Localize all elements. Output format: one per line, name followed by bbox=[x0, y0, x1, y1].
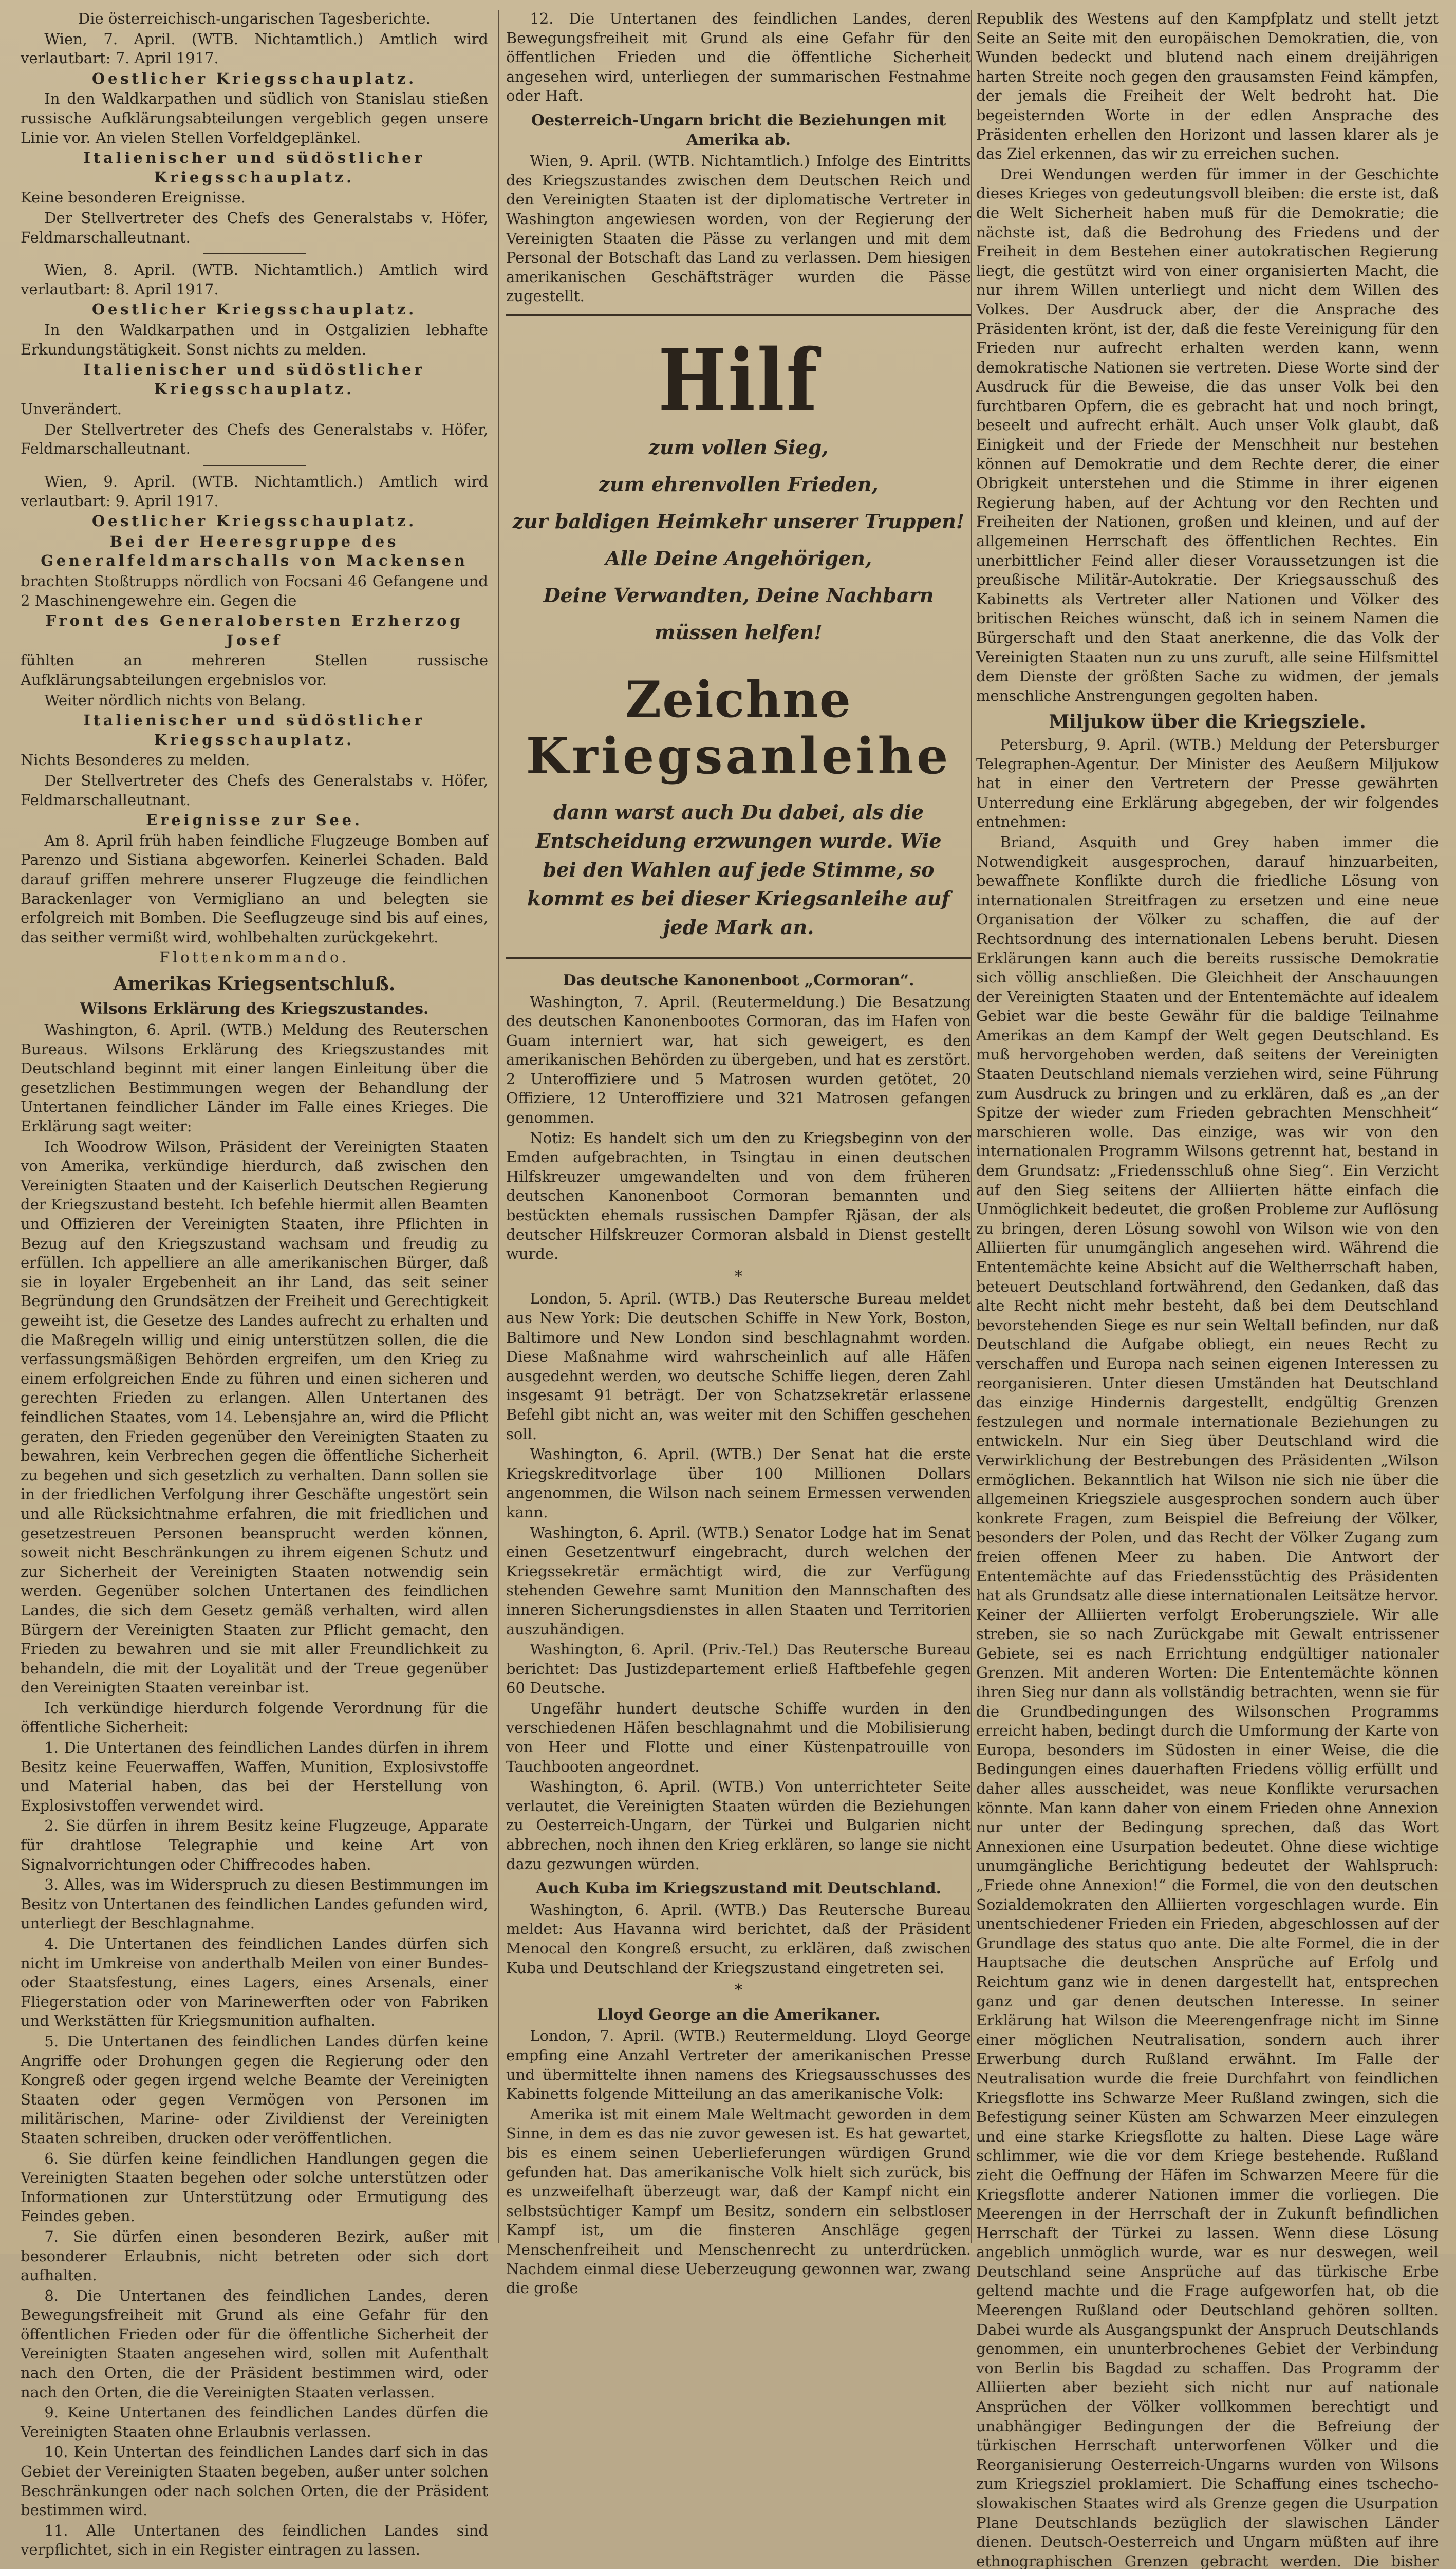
ad-kriegsanleihe: Kriegsanleihe bbox=[526, 727, 951, 785]
article-subtitle: Wilsons Erklärung des Kriegszustandes. bbox=[80, 999, 429, 1018]
article-text: Amerika ist mit einem Male Weltmacht geworden in dem Sinne, in dem es das nie zuvor gewesen ist. Es hat gewartet, bis es einem seinen Ueberlieferungen würdigen Grund gefunden hat. Das amerikanische Volk hielt sich zurück, bis es unzweifelhaft überzeugt war, daß der Kampf nicht ein selbstsüchtiger Kampf um Besitz, sondern ein selbstloser Kampf ist, um die finsteren Anschläge gegen Menschenfreiheit und Menschenrecht zu unterdrücken. Nachdem einmal diese Ueberzeugung gewonnen war, zwang die große bbox=[506, 2105, 971, 2297]
sea-heading: Ereignisse zur See. bbox=[146, 811, 363, 829]
article-title: Lloyd George an die Amerikaner. bbox=[596, 2005, 881, 2024]
article-text: Briand, Asquith und Grey haben immer die Notwendigkeit ausgesprochen, darauf hinzuarbeiten, bewaffnete Konflikte durch die friedliche Lösung von internationalen Streitfragen zu ersetzen und eine neue Organisation der Völker zu schaffen, die auf der Rechtsordnung des internationalen Lebens beruht. Diesen Erklärungen kann auch die bereits russische Demokratie sich völlig anschließen. Die Gleichheit der Anschauungen der Vereinigten Staaten und der Ententemächte auf idealem Gebiet war die beste Gewähr für die baldige Teilnahme Amerikas an dem Kampf der Welt gegen Deutschland. Es muß hervorgehoben werden, daß seitens der Vereinigten Staaten Deutschland niemals verziehen wird, seine Führung zum Ausdruck zu bringen und zu erklären, daß es „an der Spitze der wieder zum Frieden gebrachten Menschheit“ marschieren wolle. Das einzige, was wir von den internationalen Programm Wilsons getrennt hat, bestand in dem Grundsatz: „Friedensschluß ohne Sieg“. Ein Verzicht auf den Sieg seitens der Alliierten hätte einfach die Unmöglichkeit bedeutet, die großen Probleme zur Auflösung zu bringen, deren Lösung sowohl von Wilson wie von den Alliierten für unumgänglich angesehen wird. Während die Ententemächte keine Absicht auf die Weltherrschaft haben, beteuert Deutschland fortwährend, den Gedanken, daß das alte Recht nicht mehr besteht, daß bei dem Deutschland bevorstehenden Siege es nur sein Weltall befinden, nur daß Deutschland die Aufgabe obliegt, ein neues Recht zu verschaffen und Europa nach seinen eigenen Interessen zu reorganisieren. Unter diesen Umständen hat Deutschland das einzige Hindernis dargestellt, endgültig Grenzen festzulegen und normale internationale Beziehungen zu entwickeln. Nur ein Sieg über Deutschland wird die Verwirklichung der Bestrebungen des Präsidenten „Wilson ermöglichen. Bekanntlich hat Wilson nie sich nie über die allgemeinen Kriegsziele ausgesprochen sondern auch über konkrete Fragen, zum Beispiel die Befreiung der Völker, besonders der Polen, und das Recht der Völker Zugang zum freien offenen Meer zu haben. Die Antwort der Ententemächte auf das Friedensstüchtig des Präsidenten hat als Grundsatz alle diese internationalen Leitsätze hervor. Keiner der Alliierten verfolgt Eroberungsziele. Wir alle streben, sie so nach Zurückgabe mit Gewalt entrissener Gebiete, sei es nach Errichtung endgültiger nationaler Grenzen. Mit anderen Worten: Die Ententemächte können ihren Sieg nur dann als vollständig betrachten, wenn sie für die Grundbedingungen des Wilsonschen Programms erreicht haben, bedingt durch die Umformung der Karte von Europa, besonders im Südosten in einer Weise, die die Bedingungen eines dauerhaften Friedens völlig erfüllt und daher alles ausscheidet, was neue Konflikte verursachen könnte. Man kann daher von einem Frieden ohne Annexion nur unter der Bedingung sprechen, daß das Wort Annexionen eine Usurpation bedeutet. Ohne diese wichtige unumgängliche Berichtigung bedeutet der Wahlspruch: „Friede ohne Annexion!“ die Formel, die von den deutschen Sozialdemokraten den Alliierten vorgeschlagen wurde. Ein unentschiedener Frieden ein Frieden, abgeschlossen auf der Grundlage des status quo ante. Die alte Formel, die in der Hauptsache die deutschen Ansprüche auf Erfolg und Reichtum ganz wie in denen dargestellt hat, entsprechen ganz und gar denen deutschen Interesse. In seiner Erklärung hat Wilson die Meerengenfrage nicht im Sinne einer möglichen Neutralisation, sondern auch ihrer Erwerbung durch Rußland erwähnt. Im Falle der Neutralisation wurde die freie Durchfahrt von feindlichen Kriegsflotte ins Schwarze Meer Rußland zwingen, sich die Befestigung seiner Küsten am Schwarzen Meer einzulegen und eine starke Kriegsflotte zu halten. Diese Lage wäre schlimmer, wie die vor dem Kriege bestehende. Rußland zieht die Oeffnung der Häfen im Schwarzen Meere für die Kriegsflotte anderer Nationen immer die vorliegen. Die Meerengen in der Herrschaft der in Zukunft befindlichen Herrschaft der Türkei zu lassen. Wenn diese Lösung angeblich unmöglich wurde, war es nur deswegen, weil Deutschland seine Ansprüche auf das türkische Erbe geltend machte und die Frage aufgeworfen hat, ob die Meerengen Rußland oder Deutschland gehören sollten. Dabei wurde als Ausgangspunkt der Anspruch Deutschlands genommen, ein ununterbrochenes Gebiet der Verbindung von Berlin bis Bagdad zu schaffen. Das Programm der Alliierten aber bezieht sich nicht nur auf nationale Ansprüchen der Völker vollkommen berechtigt und unabhängiger Bedingungen der die Befreiung der türkischen Herrschaft unterworfenen Völker und die Reorganisierung Oesterreich-Ungarns wurden von Wilsons zum Kriegsziel proklamiert. Die Schaffung eines tschecho-slowakischen Staates wird als Grenze gegen die Usurpation Plane Deutschlands bezüglich der slawischen Länder dienen. Deutsch-Oesterreich und Ungarn müßten auf ihre ethnographischen Grenzen gebracht werden. Die bisher bbox=[976, 833, 1439, 2569]
ad-body: dann warst auch Du dabei, als die Entscheidung erzwungen wurde. Wie bei den Wahlen auf jede Stimme, so kommt es bei dieser Kriegsanleihe auf jede Mark an. bbox=[527, 800, 950, 939]
signature: Der Stellvertreter des Chefs des Generalstabs v. Höfer, Feldmarschalleutnant. bbox=[21, 420, 488, 458]
article-text: Washington, 7. April. (Reutermeldung.) Die Besatzung des deutschen Kanonenbootes Cormoran, das im Hafen von Guam interniert war, hat sich geweigert, es den amerikanischen Behörden zu übergeben, und hat es zerstört. 2 Unteroffiziere und 5 Matrosen wurden getötet, 20 Offiziere, 12 Unteroffiziere und 321 Matrosen gefangen genommen. bbox=[506, 993, 971, 1127]
article-text: Wien, 9. April. (WTB. Nichtamtlich.) Infolge des Eintritts des Kriegszustandes zwischen dem Deutschen Reich und den Vereinigten Staaten ist der diplomatische Vertreter in Washington angewiesen worden, von der Regierung der Vereinigten Staaten die Pässe zu verlangen und mit dem Personal der Botschaft das Land zu verlassen. Dem hiesigen amerikanischen Geschäftsträger wurden die Pässe zugestellt. bbox=[506, 152, 971, 305]
report-text: Keine besonderen Ereignisse. bbox=[21, 189, 246, 207]
army-group: Bei der Heeresgruppe des Generalfeldmarschalls von Mackensen bbox=[41, 532, 468, 570]
article-text: Drei Wendungen werden für immer in der Geschichte dieses Krieges von gedeutungsvoll bleiben: die erste ist, daß die Welt Sicherheit haben muß für die Demokratie; die nächste ist, daß die Bedrohung des Friedens und der Freiheit in dem Bestehen einer autokratischen Regierung liegt, die gestützt wird von einer organisierten Macht, die nur ihrem Willen unterliegt und nicht dem Willen des Volkes. Der Ausdruck aber, der die Ansprache des Präsidenten krönt, ist der, daß die feste Vereinigung für den Frieden nur aufrecht erhalten werden kann, wenn demokratische Nationen sie vertreten. Diese Worte sind der Ausdruck für die Beweise, die das unser Volk bei den furchtbaren Opfern, die es gebracht hat und noch bringt, beseelt und aufrecht erhält. Auch unser Volk glaubt, daß Einigkeit und der Friede der Menschheit nur bestehen können auf Demokratie und dem Rechte derer, die einer Obrigkeit unterstehen und die Stimme in ihrer eigenen Regierung haben, auf der Achtung vor den Rechten und Freiheiten der Nationen, großen und kleinen, und auf der allgemeinen Herrschaft des öffentlichen Rechtes. Ein unerbittlicher Feind aller dieser Voraussetzungen ist die preußische Militär-Autokratie. Der Kriegsausschuß des Kabinetts als Vertreter aller Nationen und Völker des britischen Reiches wünscht, daß ich in seinem Namen die Bürgerschaft und den Staat anerkenne, die das Volk der Vereinigten Staaten nun zu uns zuruft, alle seine Hilfsmittel dem Dienste der größten Sache zu widmen, der jemals menschliche Anstrengungen gegolten haben. bbox=[976, 165, 1439, 704]
column-1 bbox=[21, 9, 493, 2559]
article-title: Das deutsche Kanonenboot „Cormoran“. bbox=[563, 971, 914, 990]
army-front: Front des Generalobersten Erzherzog Josef bbox=[45, 612, 463, 649]
report-dateline: Wien, 9. April. (WTB. Nichtamtlich.) Amtlich wird verlautbart: 9. April 1917. bbox=[21, 473, 488, 510]
report-text: In den Waldkarpathen und in Ostgalizien lebhafte Erkundungstätigkeit. Sonst nichts zu melden. bbox=[21, 321, 488, 358]
decree-item: 12. Die Untertanen des feindlichen Landes, deren Bewegungsfreiheit mit Grund als eine Gefahr für den öffentlichen Frieden und die öffentliche Sicherheit angesehen wird, unterliegen der summarischen Festnahme oder Haft. bbox=[506, 10, 971, 105]
article-text: Washington, 6. April. (WTB.) Das Reutersche Bureau meldet: Aus Havanna wird berichtet, daß der Präsident Menocal den Kongreß ersucht, zu erklären, daß zwischen Kuba und Deutschland der Kriegszustand eingetreten sei. bbox=[506, 1901, 971, 1977]
article-text: Washington, 6. April. (Priv.-Tel.) Das Reutersche Bureau berichtet: Das Justizdepartement erließ Haftbefehle gegen 60 Deutsche. bbox=[506, 1641, 971, 1697]
article-title: Miljukow über die Kriegsziele. bbox=[1049, 711, 1366, 733]
signature: Der Stellvertreter des Chefs des Generalstabs v. Höfer, Feldmarschalleutnant. bbox=[21, 209, 488, 246]
theater-heading: Oestlicher Kriegsschauplatz. bbox=[92, 69, 417, 87]
theater-heading: Italienischer und südöstlicher Kriegsschauplatz. bbox=[83, 361, 425, 398]
star-separator: * bbox=[735, 1267, 742, 1286]
decree-item: 9. Keine Untertanen des feindlichen Landes dürfen die Vereinigten Staaten ohne Erlaubnis verlassen. bbox=[21, 2404, 488, 2441]
star-separator: * bbox=[735, 1981, 742, 2000]
report-text: Unverändert. bbox=[21, 400, 122, 418]
section-header: Die österreichisch-ungarischen Tagesberichte. bbox=[78, 10, 431, 27]
report-text: brachten Stoßtrupps nördlich von Focsani 46 Gefangene und 2 Maschinengewehre ein. Gegen die bbox=[21, 572, 488, 609]
fleet-command: Flottenkommando. bbox=[159, 948, 349, 966]
column-rule bbox=[498, 10, 499, 2243]
report-text: Nichts Besonderes zu melden. bbox=[21, 751, 250, 769]
decree-item: 8. Die Untertanen des feindlichen Landes, deren Bewegungsfreiheit mit Grund als eine Gefahr für den öffentlichen Frieden oder für die öffentliche Sicherheit der Vereinigten Staaten angesehen wird, sollen mit Aufenthalt nach den Orten, die der Präsident bestimmen wird, oder nach den Orten, die die Vereinigten Staaten verlassen. bbox=[21, 2286, 488, 2401]
decree-item: 4. Die Untertanen des feindlichen Landes dürfen sich nicht im Umkreise von anderthalb Meilen von einer Bundes- oder Staatsfestung, eines Lagers, eines Arsenals, einer Fliegerstation oder von Marinewerften oder von Fabriken und Werkstätten für Kriegsmunition aufhalten. bbox=[21, 1935, 488, 2030]
ad-line: zur baldigen Heimkehr unserer Truppen! bbox=[512, 509, 965, 533]
theater-heading: Oestlicher Kriegsschauplatz. bbox=[92, 301, 417, 319]
signature: Der Stellvertreter des Chefs des Generalstabs v. Höfer, Feldmarschalleutnant. bbox=[21, 771, 488, 809]
report-text: In den Waldkarpathen und südlich von Stanislau stießen russische Aufklärungsabteilungen vergeblich gegen unsere Linie vor. An vielen Stellen Vorfeldgeplänkel. bbox=[21, 90, 488, 146]
theater-heading: Oestlicher Kriegsschauplatz. bbox=[92, 512, 417, 530]
decree-item: 3. Alles, was im Widerspruch zu diesen Bestimmungen im Besitz von Untertanen des feindlichen Landes gefunden wird, unterliegt der Beschlagnahme. bbox=[21, 1876, 488, 1932]
ad-line: zum ehrenvollen Frieden, bbox=[599, 472, 879, 496]
divider bbox=[203, 253, 306, 254]
article-text: Republik des Westens auf den Kampfplatz und stellt jetzt Seite an Seite mit den europäischen Demokratien, die, von Wunden bedeckt und blutend nach einem dreijährigen harten Streite noch gegen den grausamsten Feind kämpfen, der jemals die Freiheit der Welt bedroht hat. Die begeisternden Worte in der edlen Ansprache des Präsidenten erhellen den Horizont und lassen klarer als je das Ziel erkennen, das wir zu erreichen suchen. bbox=[976, 10, 1439, 163]
article-text: Ich Woodrow Wilson, Präsident der Vereinigten Staaten von Amerika, verkündige hierdurch, daß zwischen den Vereinigten Staaten und der Kaiserlich Deutschen Regierung der Kriegszustand besteht. Ich befehle hiermit allen Beamten und Offizieren der Vereinigten Staaten, ihre Pflichten in Bezug auf den Kriegszustand wachsam und freudig zu erfüllen. Ich appelliere an alle amerikanischen Bürger, daß sie in loyaler Ergebenheit an ihr Land, das seit seiner Begründung den Grundsätzen der Freiheit und Gerechtigkeit geweiht ist, die Gesetze des Landes aufrecht zu erhalten und die Maßregeln willig und einig unterstützen sollen, die die verfassungsmäßigen Behörden ergreifen, um den Krieg zu einem erfolgreichen Ende zu führen und einen sicheren und gerechten Frieden zu erlangen. Allen Untertanen des feindlichen Staates, vom 14. Lebensjahre an, wird die Pflicht geraten, den Frieden gegenüber den Vereinigten Staaten zu bewahren, kein Verbrechen gegen die öffentliche Sicherheit zu begehen und sich gesetzlich zu verhalten. Dann sollen sie in der friedlichen Verfolgung ihrer Geschäfte ungestört sein und alle Rücksichtnahme erfahren, die mit friedlichen und gesetzestreuen Personen beansprucht werden können, soweit nicht Beschränkungen zu ihrem eigenen Schutz und zur Sicherheit der Vereinigten Staaten notwendig sein werden. Gegenüber solchen Untertanen des feindlichen Landes, die sich dem Gesetz gemäß verhalten, wird allen Bürgern der Vereinigten Staaten zur Pflicht gemacht, den Frieden zu bewahren und sie mit aller Freundlichkeit zu behandeln, die mit der Loyalität und der Treue gegenüber den Vereinigten Staaten vereinbar ist. bbox=[21, 1138, 488, 1697]
ad-line: zum vollen Sieg, bbox=[648, 435, 829, 459]
article-title: Auch Kuba im Kriegszustand mit Deutschland. bbox=[535, 1879, 942, 1898]
article-text: Washington, 6. April. (WTB.) Von unterrichteter Seite verlautet, die Vereinigten Staaten würden die Beziehungen zu Oesterreich-Ungarn, der Türkei und Bulgarien nicht abbrechen, noch ihnen den Krieg erklären, so lange sie nicht dazu gezwungen würden. bbox=[506, 1778, 971, 1873]
column-3 bbox=[976, 9, 1439, 2569]
column-2 bbox=[506, 9, 971, 2297]
decree-item: 11. Alle Untertanen des feindlichen Landes sind verpflichtet, sich in ein Register eintragen zu lassen. bbox=[21, 2521, 488, 2559]
article-text: Washington, 6. April. (WTB.) Meldung des Reuterschen Bureaus. Wilsons Erklärung des Kriegszustandes mit Deutschland beginnt mit einer langen Einleitung über die gesetzlichen Bestimmungen wegen der Behandlung der Untertanen feindlicher Länder im Falle eines Krieges. Die Erklärung sagt weiter: bbox=[21, 1021, 488, 1135]
report-dateline: Wien, 8. April. (WTB. Nichtamtlich.) Amtlich wird verlautbart: 8. April 1917. bbox=[21, 261, 488, 298]
divider bbox=[203, 465, 306, 466]
article-text: London, 5. April. (WTB.) Das Reutersche Bureau meldet aus New York: Die deutschen Schiffe in New York, Boston, Baltimore und New London sind beschlagnahmt worden. Diese Maßnahme wird wahrscheinlich auf alle Häfen ausgedehnt werden, wo deutsche Schiffe liegen, deren Zahl insgesamt 91 beträgt. Der von Schatzsekretär erlassene Befehl gibt nicht an, was weiter mit den Schiffen geschehen soll. bbox=[506, 1290, 971, 1443]
decree-item: 10. Kein Untertan des feindlichen Landes darf sich in das Gebiet der Vereinigten Staaten begeben, außer unter solchen Beschränkungen oder nach solchen Orten, die der Präsident bestimmen wird. bbox=[21, 2443, 488, 2519]
decree-item: 1. Die Untertanen des feindlichen Landes dürfen in ihrem Besitz keine Feuerwaffen, Waffen, Munition, Explosivstoffe und Material haben, das bei der Herstellung von Explosivstoffen verwendet wird. bbox=[21, 1739, 488, 1814]
article-text: Washington, 6. April. (WTB.) Senator Lodge hat im Senat einen Gesetzentwurf eingebracht, durch welchen der Kriegssekretär ermächtigt wird, die zur Verfügung stehenden Gewehre samt Munition den Mannschaften des inneren Sicherungsdienstes in allen Staaten und Territorien auszuhändigen. bbox=[506, 1523, 971, 1638]
war-loan-advertisement bbox=[506, 314, 971, 959]
article-text: Washington, 6. April. (WTB.) Der Senat hat die erste Kriegskreditvorlage über 100 Millionen Dollars angenommen, die Wilson nach seinem Ermessen verwenden kann. bbox=[506, 1445, 971, 1521]
article-text: Petersburg, 9. April. (WTB.) Meldung der Petersburger Telegraphen-Agentur. Der Minister des Aeußern Miljukow hat in einer den Vertretern der Presse gewährten Unterredung eine Erklärung abgegeben, der wir folgendes entnehmen: bbox=[976, 735, 1439, 831]
report-dateline: Wien, 7. April. (WTB. Nichtamtlich.) Amtlich wird verlautbart: 7. April 1917. bbox=[21, 30, 488, 67]
article-note: Notiz: Es handelt sich um den zu Kriegsbeginn von der Emden aufgebrachten, in Tsingtau in einen deutschen Hilfskreuzer umgewandelten und von dem früheren deutschen Kanonenboot Cormoran bemannten und bestückten ehemals russischen Dampfer Rjäsan, der als deutscher Hilfskreuzer Cormoran alsbald in Dienst gestellt wurde. bbox=[506, 1129, 971, 1263]
article-text: Ungefähr hundert deutsche Schiffe wurden in den verschiedenen Häfen beschlagnahmt und die Mobilisierung von Heer und Flotte und einer Küstenpatrouille von Tauchbooten angeordnet. bbox=[506, 1699, 971, 1775]
decree-item: 5. Die Untertanen des feindlichen Landes dürfen keine Angriffe oder Drohungen gegen die Regierung oder den Kongreß oder gegen irgend welche Beamte der Vereinigten Staaten oder gegen Vermögen von Personen im militärischen, Marine- oder Zivildienst der Vereinigten Staaten schreiben, drucken oder veröffentlichen. bbox=[21, 2032, 488, 2147]
article-text: Ich verkündige hierdurch folgende Verordnung für die öffentliche Sicherheit: bbox=[21, 1699, 488, 1736]
decree-item: 2. Sie dürfen in ihrem Besitz keine Flugzeuge, Apparate für drahtlose Telegraphie und keine Art von Signalvorrichtungen oder Chiffrecodes haben. bbox=[21, 1817, 488, 1873]
ad-headline: Hilf bbox=[658, 330, 819, 430]
theater-heading: Italienischer und südöstlicher Kriegsschauplatz. bbox=[83, 712, 425, 749]
theater-heading: Italienischer und südöstlicher Kriegsschauplatz. bbox=[83, 149, 425, 186]
report-text: Weiter nördlich nichts von Belang. bbox=[44, 691, 306, 709]
article-title: Oesterreich-Ungarn bricht die Beziehungen mit Amerika ab. bbox=[531, 111, 946, 149]
report-text: fühlten an mehreren Stellen russische Aufklärungsabteilungen ergebnislos vor. bbox=[21, 651, 488, 688]
decree-item: 7. Sie dürfen einen besonderen Bezirk, außer mit besonderer Erlaubnis, nicht betreten oder sich dort aufhalten. bbox=[21, 2227, 488, 2284]
article-text: London, 7. April. (WTB.) Reutermeldung. Lloyd George empfing eine Anzahl Vertreter der amerikanischen Presse und übermittelte ihnen namens des Kriegsausschusses des Kabinetts folgende Mitteilung an das amerikanische Volk: bbox=[506, 2027, 971, 2103]
sea-text: Am 8. April früh haben feindliche Flugzeuge Bomben auf Parenzo und Sistiana abgeworfen. Keinerlei Schaden. Bald darauf griffen mehrere unserer Flugzeuge die feindlichen Barackenlager von Vermigliano an und belegten sie erfolgreich mit Bomben. Die Seeflugzeuge sind bis auf eines, das seither vermißt wird, wohlbehalten zurückgekehrt. bbox=[21, 831, 488, 946]
ad-zeichne: Zeichne bbox=[625, 670, 852, 729]
decree-item: 6. Sie dürfen keine feindlichen Handlungen gegen die Vereinigten Staaten begehen oder solche unterstützen oder Informationen zur Unterstützung oder Ermutigung des Feindes geben. bbox=[21, 2149, 488, 2225]
article-title: Amerikas Kriegsentschluß. bbox=[113, 973, 396, 995]
ad-line: Deine Verwandten, Deine Nachbarn bbox=[543, 583, 934, 607]
ad-line: müssen helfen! bbox=[655, 620, 823, 644]
ad-line: Alle Deine Angehörigen, bbox=[605, 546, 872, 570]
column-rule bbox=[971, 10, 972, 2243]
